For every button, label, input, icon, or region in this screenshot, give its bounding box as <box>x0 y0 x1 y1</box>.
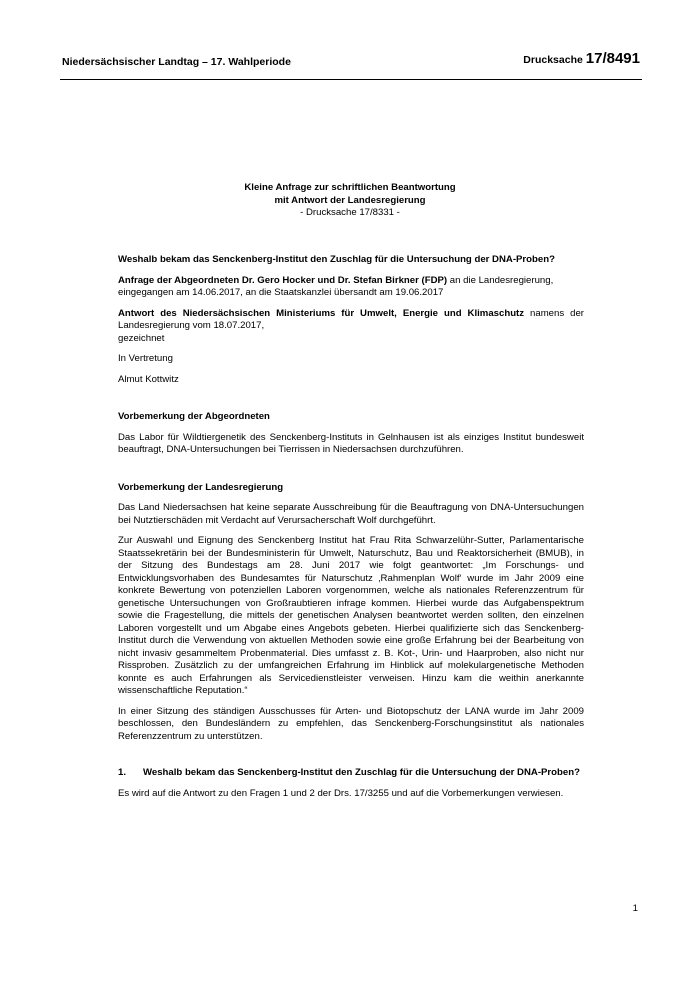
vorbemerkung-lr-heading: Vorbemerkung der Landesregierung <box>118 481 284 493</box>
antwort-gezeichnet: gezeichnet <box>118 332 165 344</box>
antwort-rest: namens der Landesregierung vom 18.07.2017, <box>118 307 584 331</box>
vorbemerkung-abg-heading: Vorbemerkung der Abgeordneten <box>118 411 270 422</box>
vorbemerkung-lr-p2: Zur Auswahl und Eignung des Senckenberg Institut hat Frau Rita Schwarzelühr-Sutter, Parlamentarische Staatssekretärin bei der Bundesministerin für Umwelt, Naturschutz, Bau und Reaktorsicherheit (BMUB), in der Sitzung des Bundestags am 28. Juni 2017 wie folgt geantwortet: „Im Forschungs- und Entwicklungsvorhaben des Bundesamtes für Naturschutz ‚Rahmenplan Wolf‘ wurde im Jahr 2009 eine konkrete Bewertung von potenziellen Laboren vorgenommen, welche als nationales Referenzzentrum für genetische Untersuchungen von Großraubtieren infrage kommen. Hierbei wurde das Aufgabenspektrum sowie die Fragestellung, die mittels der genetischen Analysen beantwortet werden sollten, den einzelnen Laboren vorgestellt und um Abgabe eines Angebots gebeten. Hierbei qualifizierte sich das Senckenberg-Institut durch die Verwendung von aktuellen Methoden sowie eine große Erfahrung bei der Bearbeitung von nicht invasiv gesammeltem Probenmaterial. Dies umfasst z. B. Kot-, Urin- und Haarproben, also nicht nur Rissproben. Zusätzlich zu der umfangreichen Erfahrung im Hinblick auf molekulargenetische Methoden konnte es auch Erfahrungen als Servicedienstleister verweisen. Hinzu kam die weithin anerkannte wissenschaftliche Reputation.“ <box>118 535 584 696</box>
title-line-2: mit Antwort der Landesregierung <box>274 194 426 206</box>
vertretung-text: In Vertretung <box>118 353 173 364</box>
title-line-1: Kleine Anfrage zur schriftlichen Beantwortung <box>244 182 456 193</box>
anfrage-dates: eingegangen am 14.06.2017, an die Staatskanzlei übersandt am 19.06.2017 <box>118 287 444 298</box>
drucksache-label: Drucksache <box>523 54 583 66</box>
document-body <box>118 254 584 808</box>
signer-name: Almut Kottwitz <box>118 373 179 385</box>
anfrage-paragraph <box>118 275 584 300</box>
answer-1: Es wird auf die Antwort zu den Fragen 1 und 2 der Drs. 17/3255 und auf die Vorbemerkungen verwiesen. <box>118 787 564 799</box>
antwort-paragraph <box>118 308 584 346</box>
title-line-3: - Drucksache 17/8331 - <box>300 207 400 218</box>
vorbemerkung-lr-p3: In einer Sitzung des ständigen Ausschusses für Arten- und Biotopschutz der LANA wurde im Jahr 2009 beschlossen, den Bundesländern zu empfehlen, das Senckenberg-Forschungsinstitut als nationales Referenzzentrum zu unterstützen. <box>118 705 584 742</box>
vorbemerkung-lr-p1: Das Land Niedersachsen hat keine separate Ausschreibung für die Beauftragung von DNA-Untersuchungen bei Nutztierschäden mit Verdacht auf Verursacherschaft Wolf durchgeführt. <box>118 502 584 526</box>
document-title <box>0 182 700 220</box>
question-1-number: 1. <box>118 767 127 778</box>
header-drucksache <box>523 50 640 67</box>
question-title: Weshalb bekam das Senckenberg-Institut den Zuschlag für die Untersuchung der DNA-Proben? <box>118 254 555 265</box>
antwort-ministry: Antwort des Niedersächsischen Ministeriums für Umwelt, Energie und Klimaschutz <box>118 307 525 319</box>
vorbemerkung-abg-text: Das Labor für Wildtiergenetik des Senckenberg-Instituts in Gelnhausen ist als einziges Institut bundesweit beauftragt, DNA-Untersuchungen bei Tierrissen in Niedersachsen durchzuführen. <box>118 431 584 455</box>
page-number: 1 <box>632 903 638 914</box>
anfrage-authors: Anfrage der Abgeordneten Dr. Gero Hocker und Dr. Stefan Birkner (FDP) <box>118 274 448 286</box>
header-divider <box>60 79 642 80</box>
header-title: Niedersächsischer Landtag – 17. Wahlperiode <box>62 56 291 68</box>
question-1-text: Weshalb bekam das Senckenberg-Institut den Zuschlag für die Untersuchung der DNA-Proben? <box>143 767 580 778</box>
question-1 <box>118 767 584 780</box>
drucksache-number: 17/8491 <box>585 50 640 67</box>
anfrage-rest: an die Landesregierung, <box>447 274 554 286</box>
